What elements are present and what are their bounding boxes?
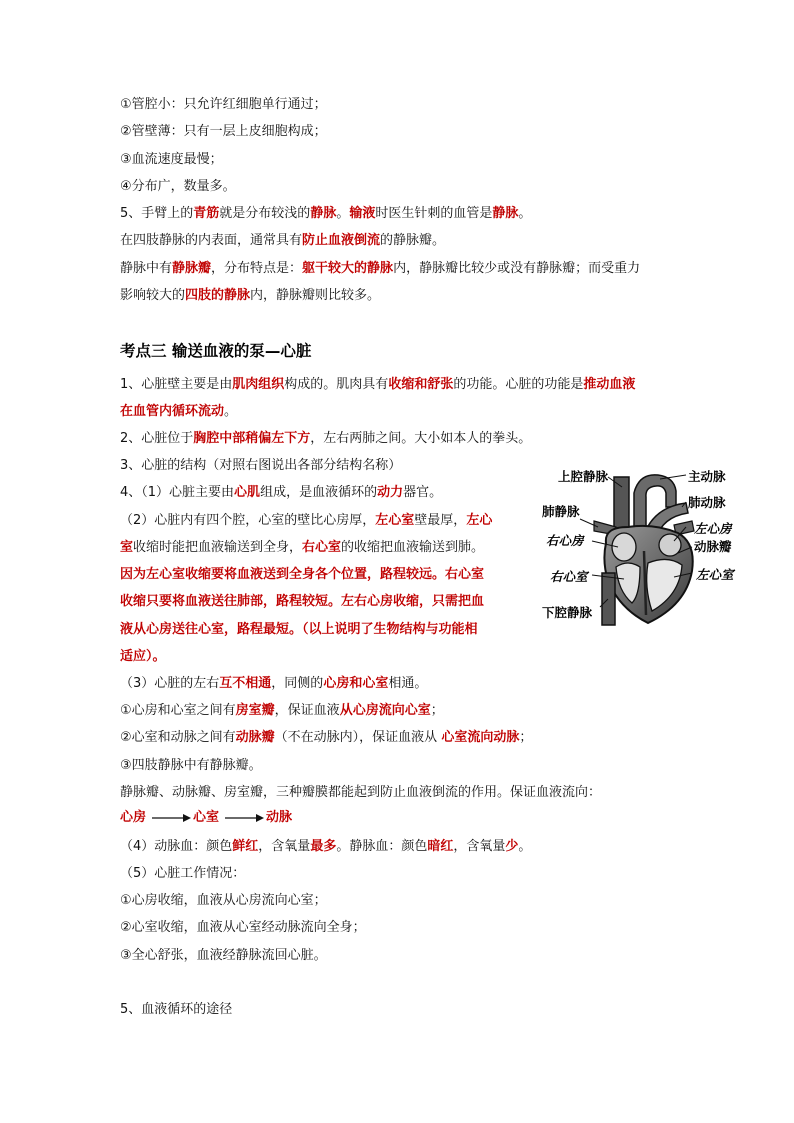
text-segment: （5）心脏工作情况： [120,866,246,881]
flow-artery: 动脉 [266,810,293,825]
highlighted-term: 适应）。 [120,649,166,664]
highlighted-term: 肌肉组织 [232,377,285,392]
highlighted-term: 左心 [466,513,493,528]
label-svc: 上腔静脉 [558,469,609,484]
text-segment: ②管壁薄：只有一层上皮细胞构成； [120,124,327,139]
highlighted-term: 动力 [377,485,404,500]
highlighted-term: 从心房流向心室 [339,703,431,718]
text-line [120,204,531,224]
text-segment: ； [430,703,444,718]
text-segment: 就是分布较浅的 [219,206,311,221]
text-segment: 的收缩把血液输送到肺。 [341,540,485,555]
highlighted-term: 动脉瓣 [235,730,275,745]
text-line [120,620,478,640]
text-segment: 的功能。心脏的功能是 [453,377,584,392]
highlighted-term: 收缩只要将血液送往肺部，路程较短。左右心房收缩，只需把血 [120,594,485,609]
text-line [120,95,327,115]
highlighted-term: 心房和心室 [323,676,389,691]
text-segment: 器官。 [403,485,443,500]
label-la: 左心房 [694,521,732,536]
flow-arrow-2 [223,812,265,824]
text-segment: ，同侧的 [271,676,324,691]
text-segment: 。静脉血：颜色 [336,839,428,854]
text-segment: 收缩时能把血液输送到全身， [133,540,303,555]
highlighted-term: 最多 [310,839,337,854]
highlighted-term: 静脉 [492,206,519,221]
highlighted-term: 胸腔中部稍偏左下方 [193,431,311,446]
text-line [120,231,445,251]
text-segment: 。 [518,839,532,854]
label-av: 动脉瓣 [694,539,732,554]
text-segment: （2）心脏内有四个腔，心室的壁比心房厚， [120,513,376,528]
text-segment: 静脉瓣、动脉瓣、房室瓣，三种瓣膜都能起到防止血液倒流的作用。保证血液流向： [120,785,602,800]
highlighted-term: 躯干较大的静脉 [302,261,394,276]
text-segment: （不在动脉内），保证血液从 [274,730,442,745]
highlighted-term: 四肢的静脉 [185,288,251,303]
text-line [120,122,327,142]
highlighted-term: 左心室 [375,513,415,528]
text-line [120,864,245,884]
text-segment: ，分布特点是： [211,261,303,276]
text-segment: 4、（1）心脏主要由 [120,485,235,500]
highlighted-term: 暗红 [427,839,454,854]
text-line [120,259,640,279]
text-segment: ①管腔小：只允许红细胞单行通过； [120,97,327,112]
highlighted-term: 青筋 [193,206,220,221]
text-segment: ①心房收缩，血液从心房流向心室； [120,893,327,908]
text-line [120,511,492,531]
text-line [120,286,380,306]
text-line [120,891,327,911]
label-ra: 右心房 [546,533,584,548]
flow-line [120,808,420,828]
text-segment: 影响较大的 [120,288,186,303]
label-aorta: 主动脉 [688,469,726,484]
text-segment: 考点三 输送血液的泵—心脏 [120,342,312,360]
text-segment: 。 [224,404,238,419]
text-segment: 构成的。肌肉具有 [284,377,389,392]
text-segment: ； [519,730,533,745]
highlighted-term: 右心室 [302,540,342,555]
text-line [120,456,401,476]
text-line [120,565,484,585]
text-line [120,783,601,803]
text-segment: ③全心舒张，血液经静脉流回心脏。 [120,948,327,963]
text-line [120,837,531,857]
text-segment: 在四肢静脉的内表面，通常具有 [120,233,303,248]
highlighted-term: 心肌 [234,485,261,500]
highlighted-term: 液从心房送往心室，路程最短。（以上说明了生物结构与功能相 [120,622,478,637]
ivc-vessel [602,573,615,625]
text-line [120,756,262,776]
text-line [120,402,237,422]
text-line [120,918,366,938]
highlighted-term: 在血管内循环流动 [120,404,225,419]
text-line [120,728,532,748]
text-line [120,483,442,503]
label-pv: 肺静脉 [542,504,580,519]
highlighted-term: 静脉 [310,206,337,221]
text-segment: 组成，是血液循环的 [260,485,378,500]
heart-diagram [536,455,748,635]
text-segment: ③血流速度最慢； [120,152,223,167]
text-segment: ④分布广，数量多。 [120,179,236,194]
text-segment: 5、手臂上的 [120,206,194,221]
text-line [120,946,327,966]
text-segment: 。 [336,206,350,221]
highlighted-term: 因为左心室收缩要将血液送到全身各个位置，路程较远。右心室 [120,567,485,582]
text-segment: 时医生针刺的血管是 [375,206,493,221]
flow-arrow-1 [150,812,192,824]
text-segment: ③四肢静脉中有静脉瓣。 [120,758,262,773]
text-segment: 。 [518,206,532,221]
label-rv: 右心室 [550,569,588,584]
text-segment: 5、血液循环的途径 [120,1002,233,1017]
text-line [120,592,484,612]
section-heading [120,341,311,361]
text-segment: 3、心脏的结构（对照右图说出各部分结构名称） [120,458,402,473]
highlighted-term: 推动血液 [583,377,636,392]
text-line [120,701,444,721]
text-segment: 相通。 [388,676,428,691]
text-segment: ，左右两肺之间。大小如本人的拳头。 [310,431,532,446]
text-segment: ②心室和动脉之间有 [120,730,236,745]
text-segment: 1、心脏壁主要是由 [120,377,233,392]
text-line [120,150,223,170]
text-segment: 内，静脉瓣则比较多。 [250,288,381,303]
highlighted-term: 鲜红 [232,839,259,854]
text-line [120,1000,232,1020]
highlighted-term: 房室瓣 [235,703,275,718]
text-segment: 壁最厚， [414,513,467,528]
label-ivc: 下腔静脉 [542,605,593,620]
highlighted-term: 互不相通 [219,676,272,691]
flow-ventricle: 心室 [193,810,220,825]
text-segment: 2、心脏位于 [120,431,194,446]
highlighted-term: 少 [505,839,519,854]
text-segment: 的静脉瓣。 [380,233,446,248]
highlighted-term: 收缩和舒张 [388,377,454,392]
highlighted-term: 输液 [349,206,376,221]
text-segment: 静脉中有 [120,261,173,276]
text-segment: ，含氧量 [258,839,311,854]
text-segment: ①心房和心室之间有 [120,703,236,718]
text-segment: ②心室收缩，血液从心室经动脉流向全身； [120,920,366,935]
highlighted-term: 静脉瓣 [172,261,212,276]
text-line [120,375,635,395]
label-pa: 肺动脉 [688,495,726,510]
text-line [120,647,166,667]
text-segment: （3）心脏的左右 [120,676,220,691]
highlighted-term: 心室流向动脉 [441,730,520,745]
text-line [120,429,531,449]
text-line [120,177,236,197]
flow-atrium: 心房 [120,810,147,825]
text-segment: 内，静脉瓣比较少或没有静脉瓣；而受重力 [393,261,641,276]
highlighted-term: 防止血液倒流 [302,233,381,248]
highlighted-term: 室 [120,540,134,555]
text-line [120,674,427,694]
text-segment: （4）动脉血：颜色 [120,839,233,854]
text-segment: ，含氧量 [453,839,506,854]
label-lv: 左心室 [696,567,734,582]
text-line [120,538,484,558]
svc-vessel [614,477,629,532]
right-atrium-chamber [612,533,636,561]
text-segment: ，保证血液 [274,703,340,718]
